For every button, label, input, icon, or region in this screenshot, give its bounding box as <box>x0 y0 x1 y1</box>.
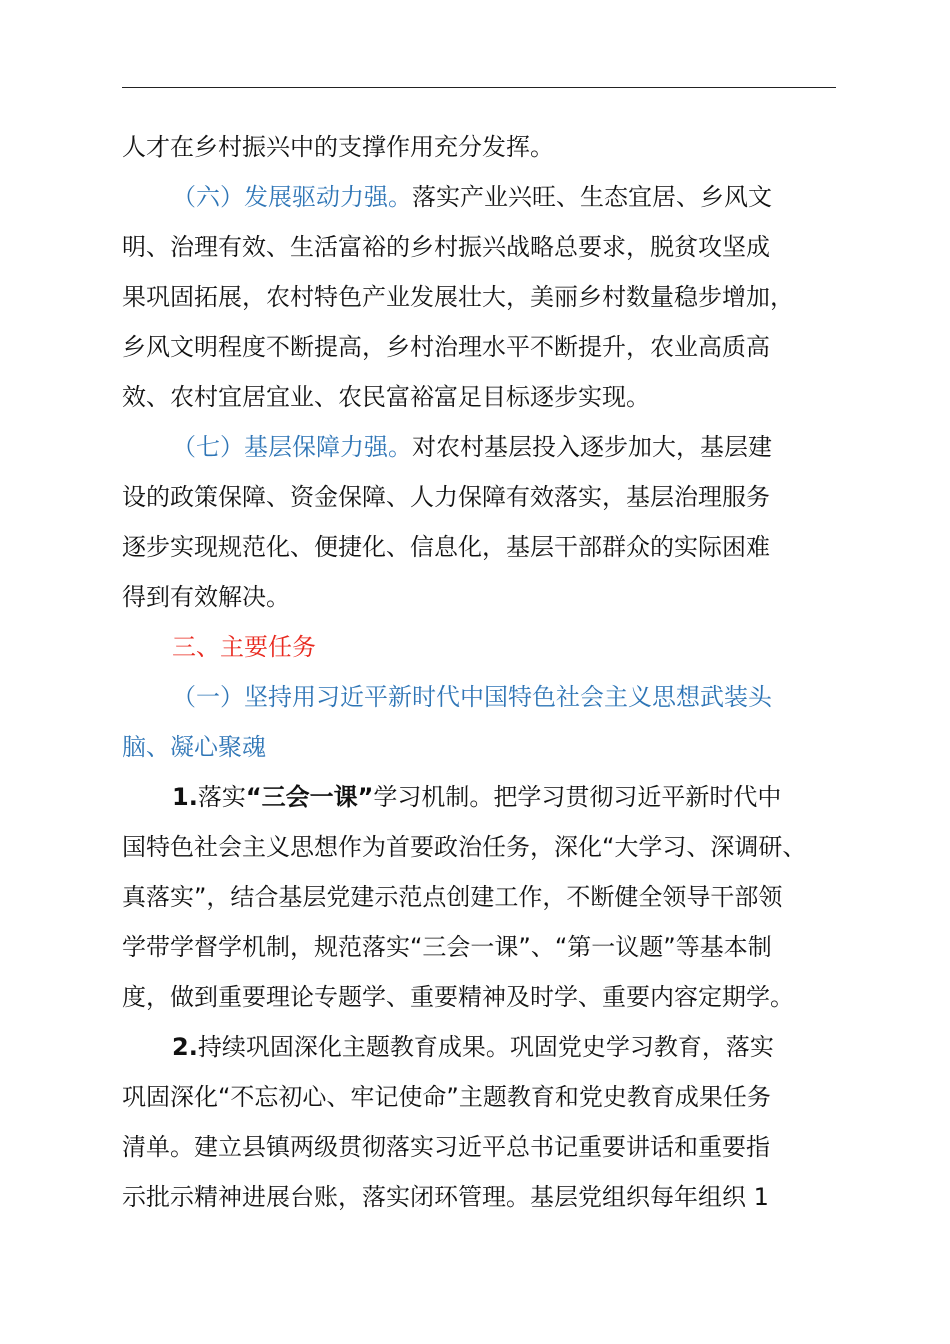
subsection-heading: （一）坚持用习近平新时代中国特色社会主义思想武装头 <box>172 683 772 711</box>
item-number: 1. <box>172 783 198 811</box>
item-title: 持续巩固深化主题教育成果。 <box>197 1033 510 1061</box>
section-heading: 三、主要任务 <box>172 633 316 661</box>
paragraph-line: （七）基层保障力强。对农村基层投入逐步加大，基层建 <box>172 433 772 461</box>
paragraph-line: 度，做到重要理论专题学、重要精神及时学、重要内容定期学。 <box>122 983 794 1011</box>
paragraph-line: 逐步实现规范化、便捷化、信息化，基层干部群众的实际困难 <box>122 533 770 561</box>
item-title: 落实 <box>197 783 246 811</box>
paragraph-line: 示批示精神进展台账，落实闭环管理。基层党组织每年组织 1 <box>122 1183 769 1211</box>
item-number: 2. <box>172 1033 198 1061</box>
paragraph-line: 真落实”，结合基层党建示范点创建工作，不断健全领导干部领 <box>122 883 783 911</box>
paragraph-line: 清单。建立县镇两级贯彻落实习近平总书记重要讲话和重要指 <box>122 1133 770 1161</box>
document-body <box>122 122 836 1222</box>
paragraph-line: 巩固深化“不忘初心、牢记使命”主题教育和党史教育成果任务 <box>122 1083 771 1111</box>
paragraph-line: 设的政策保障、资金保障、人力保障有效落实，基层治理服务 <box>122 483 770 511</box>
paragraph-line: （六）发展驱动力强。落实产业兴旺、生态宜居、乡风文 <box>172 183 772 211</box>
paragraph-line: 乡风文明程度不断提高，乡村治理水平不断提升，农业高质高 <box>122 333 770 361</box>
item-title-bold: “三会一课” <box>245 783 374 811</box>
paragraph-line: 学带学督学机制，规范落实“三会一课”、“第一议题”等基本制 <box>122 933 772 961</box>
paragraph-line: 效、农村宜居宜业、农民富裕富足目标逐步实现。 <box>122 383 650 411</box>
paragraph-line: 得到有效解决。 <box>122 583 290 611</box>
paragraph-line: 国特色社会主义思想作为首要政治任务，深化“大学习、深调研、 <box>122 833 807 861</box>
header-rule <box>122 87 836 88</box>
paragraph-line: 1.落实“三会一课”学习机制。把学习贯彻习近平新时代中 <box>172 783 782 811</box>
subsection-heading-cont: 脑、凝心聚魂 <box>122 733 266 761</box>
item-title: 学习机制。 <box>373 783 494 811</box>
paragraph-line: 果巩固拓展，农村特色产业发展壮大，美丽乡村数量稳步增加， <box>122 283 794 311</box>
paragraph-line: 明、治理有效、生活富裕的乡村振兴战略总要求，脱贫攻坚成 <box>122 233 770 261</box>
paragraph-line: 2.持续巩固深化主题教育成果。巩固党史学习教育，落实 <box>172 1033 774 1061</box>
goal-heading-6: （六）发展驱动力强。 <box>172 183 412 211</box>
paragraph-line: 人才在乡村振兴中的支撑作用充分发挥。 <box>122 133 554 161</box>
goal-heading-7: （七）基层保障力强。 <box>172 433 412 461</box>
